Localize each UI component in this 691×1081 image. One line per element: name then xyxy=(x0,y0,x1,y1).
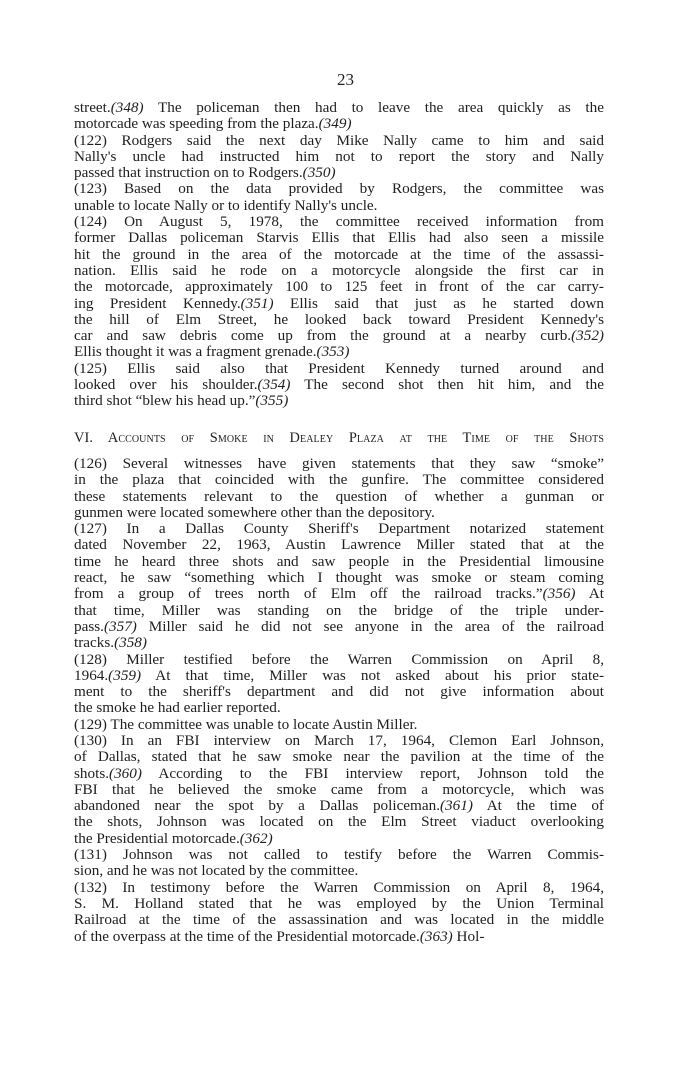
text-fragment: former Dallas policeman Starvis Ellis that Ellis had also seen a missile xyxy=(74,229,604,247)
text-line xyxy=(74,668,604,684)
text-line xyxy=(74,766,604,782)
text-fragment: Ellis thought it was a fragment grenade. xyxy=(74,343,317,361)
text-fragment: (131) Johnson was not called to testify before the Warren Commis- xyxy=(74,846,604,864)
text-fragment: of the overpass at the time of the Presidential motorcade. xyxy=(74,927,420,945)
footnote-reference: (363) xyxy=(419,927,453,945)
text-fragment: Miller said he did not see anyone in the area of the railroad xyxy=(136,617,604,635)
text-line xyxy=(74,198,604,214)
text-fragment: At the time of xyxy=(472,797,604,815)
text-line xyxy=(74,814,604,830)
text-fragment: react, he saw “something which I thought was smoke or steam coming xyxy=(74,569,604,587)
text-line xyxy=(74,344,604,360)
text-line xyxy=(74,700,604,716)
text-line xyxy=(74,717,604,733)
text-line xyxy=(74,247,604,263)
text-fragment: these statements relevant to the question of whether a gunman or xyxy=(74,487,604,505)
text-line xyxy=(74,230,604,246)
text-fragment: FBI that he believed the smoke came from a motorcycle, which was xyxy=(74,780,604,798)
text-line xyxy=(74,165,604,181)
text-line xyxy=(74,116,604,132)
text-line xyxy=(74,100,604,116)
text-fragment: tracks. xyxy=(74,634,115,652)
text-fragment: S. M. Holland stated that he was employed by the Union Terminal xyxy=(74,894,604,912)
text-fragment: shots. xyxy=(74,764,110,782)
text-fragment: abandoned near the spot by a Dallas policeman. xyxy=(74,797,440,815)
text-fragment: At xyxy=(575,585,604,603)
text-line xyxy=(74,296,604,312)
text-fragment: Railroad at the time of the assassination and was located in the middle xyxy=(74,911,604,929)
text-fragment: According to the FBI interview report, Johnson told the xyxy=(141,764,604,782)
text-fragment: the shots, Johnson was located on the Elm Street viaduct overlooking xyxy=(74,813,604,831)
text-fragment: street. xyxy=(74,99,111,116)
text-line xyxy=(74,554,604,570)
text-fragment: the hill of Elm Street, he looked back toward President Kennedy's xyxy=(74,310,604,328)
text-line xyxy=(74,263,604,279)
page-number: 23 xyxy=(337,70,354,89)
text-fragment: gunmen were located somewhere other than the depository. xyxy=(74,503,435,521)
text-line xyxy=(74,181,604,197)
footnote-reference: (358) xyxy=(114,634,147,652)
text-fragment: in the plaza that coincided with the gunfire. The committee considered xyxy=(74,471,604,489)
text-fragment: the motorcade, approximately 100 to 125 feet in front of the car carry- xyxy=(74,278,604,296)
footnote-reference: (355) xyxy=(255,392,289,410)
footnote-reference: (351) xyxy=(240,294,274,312)
text-line xyxy=(74,133,604,149)
text-fragment: from a group of trees north of Elm off the railroad tracks.” xyxy=(74,585,543,603)
text-line xyxy=(74,456,604,472)
text-fragment: the smoke he had earlier reported. xyxy=(74,699,281,717)
text-line xyxy=(74,537,604,553)
text-fragment: time he heard three shots and saw people in the Presidential limousine xyxy=(74,552,604,570)
footnote-reference: (350) xyxy=(302,164,336,182)
text-fragment: The second shot then hit him, and the xyxy=(290,376,604,394)
text-line xyxy=(74,684,604,700)
text-line xyxy=(74,635,604,651)
text-fragment: nation. Ellis said he rode on a motorcycle alongside the first car in xyxy=(74,261,604,279)
footnote-reference: (362) xyxy=(239,829,273,847)
text-fragment: Nally's uncle had instructed him not to report the story and Nally xyxy=(74,147,604,165)
footnote-reference: (353) xyxy=(316,343,350,361)
footnote-reference: (357) xyxy=(103,617,137,635)
section-heading: VI. Accounts of Smoke in Dealey Plaza at the Time of the Shots xyxy=(74,429,604,446)
text-line xyxy=(74,798,604,814)
text-line xyxy=(74,328,604,344)
text-fragment: The policeman then had to leave the area quickly as the xyxy=(143,99,604,116)
text-line xyxy=(74,831,604,847)
text-fragment: that time, Miller was standing on the bridge of the triple under- xyxy=(74,601,604,619)
text-fragment: (124) On August 5, 1978, the committee received information from xyxy=(74,213,604,231)
footnote-reference: (349) xyxy=(318,115,352,133)
text-fragment: looked over his shoulder. xyxy=(74,376,258,394)
text-line xyxy=(74,393,604,409)
text-fragment: (123) Based on the data provided by Rodgers, the committee was xyxy=(74,180,604,198)
text-fragment: the Presidential motorcade. xyxy=(74,829,240,847)
text-fragment: sion, and he was not located by the committee. xyxy=(74,862,359,880)
text-fragment: pass. xyxy=(74,617,104,635)
text-line xyxy=(74,912,604,928)
text-fragment: (132) In testimony before the Warren Commission on April 8, 1964, xyxy=(74,878,604,896)
footnote-reference: (359) xyxy=(108,666,142,684)
text-line xyxy=(74,521,604,537)
text-line xyxy=(74,149,604,165)
text-line xyxy=(74,847,604,863)
text-fragment: (126) Several witnesses have given statements that they saw “smoke” xyxy=(74,454,604,472)
text-fragment: Ellis said that just as he started down xyxy=(273,294,604,312)
text-fragment: At that time, Miller was not asked about his prior state- xyxy=(141,666,604,684)
text-fragment: unable to locate Nally or to identify Nally's uncle. xyxy=(74,196,378,214)
footnote-reference: (356) xyxy=(542,585,576,603)
text-fragment: Hol- xyxy=(452,927,485,945)
text-fragment: hit the ground in the area of the motorcade at the time of the assassi- xyxy=(74,245,604,263)
text-line xyxy=(74,749,604,765)
text-line xyxy=(74,361,604,377)
text-fragment: third shot “blew his head up.” xyxy=(74,392,256,410)
text-fragment: car and saw debris come up from the ground at a nearby curb. xyxy=(74,327,572,345)
text-fragment: dated November 22, 1963, Austin Lawrence Miller stated that at the xyxy=(74,536,604,554)
document-body xyxy=(74,100,604,945)
text-line xyxy=(74,619,604,635)
text-line xyxy=(74,880,604,896)
footnote-reference: (352) xyxy=(571,327,604,345)
text-fragment: ing President Kennedy. xyxy=(74,294,241,312)
text-line xyxy=(74,377,604,393)
text-fragment: (128) Miller testified before the Warren Commission on April 8, xyxy=(74,650,604,668)
text-line xyxy=(74,896,604,912)
text-fragment: passed that instruction on to Rodgers. xyxy=(74,164,303,182)
text-line xyxy=(74,652,604,668)
text-line xyxy=(74,733,604,749)
text-fragment: 1964. xyxy=(74,666,109,684)
text-line xyxy=(74,782,604,798)
text-fragment: motorcade was speeding from the plaza. xyxy=(74,115,319,133)
text-line xyxy=(74,570,604,586)
text-line xyxy=(74,312,604,328)
footnote-reference: (348) xyxy=(110,99,144,116)
text-fragment: (125) Ellis said also that President Kennedy turned around and xyxy=(74,359,604,377)
text-line xyxy=(74,472,604,488)
text-fragment: (129) The committee was unable to locate Austin Miller. xyxy=(74,715,418,733)
footnote-reference: (361) xyxy=(440,797,473,815)
text-fragment: of Dallas, stated that he saw smoke near the pavilion at the time of the xyxy=(74,748,604,766)
text-line xyxy=(74,929,604,945)
text-line xyxy=(74,863,604,879)
text-line xyxy=(74,505,604,521)
text-line xyxy=(74,603,604,619)
footnote-reference: (360) xyxy=(109,764,142,782)
text-fragment: (127) In a Dallas County Sheriff's Department notarized statement xyxy=(74,520,604,538)
text-line xyxy=(74,586,604,602)
text-line xyxy=(74,279,604,295)
text-line xyxy=(74,489,604,505)
text-line xyxy=(74,214,604,230)
footnote-reference: (354) xyxy=(257,376,291,394)
text-fragment: (130) In an FBI interview on March 17, 1964, Clemon Earl Johnson, xyxy=(74,731,604,749)
text-fragment: (122) Rodgers said the next day Mike Nally came to him and said xyxy=(74,131,604,149)
text-fragment: ment to the sheriff's department and did not give information about xyxy=(74,683,604,701)
